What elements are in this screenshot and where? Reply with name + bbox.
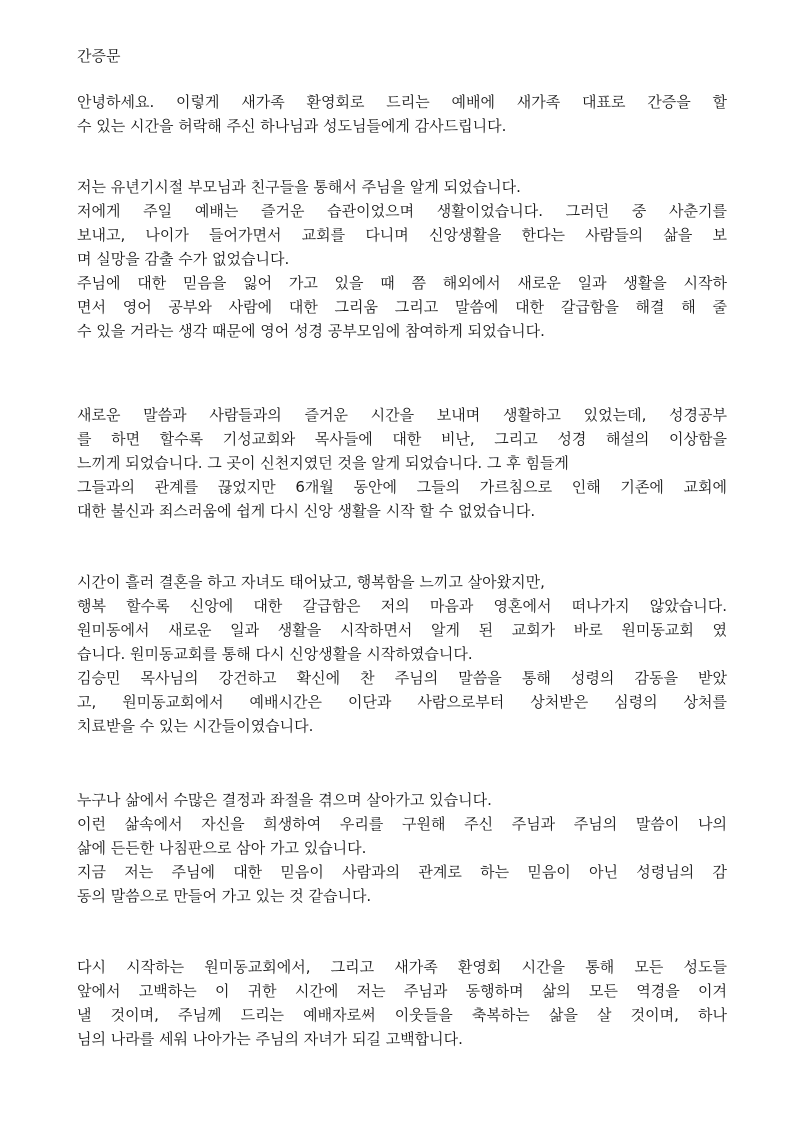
text-line: 수 있을 거라는 생각 때문에 영어 성경 공부모임에 참여하게 되었습니다. bbox=[77, 322, 545, 340]
paragraph-new-church bbox=[77, 570, 727, 738]
text-line: 다시 시작하는 원미동교회에서, 그리고 새가족 환영회 시간을 통해 모든 성도들 bbox=[77, 958, 727, 976]
text-line: 저에게 주일 예배는 즐거운 습관이었으며 생활이었습니다. 그러던 중 사춘기를 bbox=[77, 202, 727, 220]
paragraph-confession bbox=[77, 955, 727, 1051]
text-line: 그들과의 관계를 끊었지만 6개월 동안에 그들의 가르침으로 인해 기존에 교회에 bbox=[77, 478, 727, 496]
text-line: 낼 것이며, 주님께 드리는 예배자로써 이웃들을 축복하는 삶을 살 것이며, 하나 bbox=[77, 1006, 727, 1024]
text-line: 면서 영어 공부와 사람에 대한 그리움 그리고 말씀에 대한 갈급함을 해결 해 줄 bbox=[77, 298, 727, 316]
text-line: 삶에 든든한 나침판으로 삼아 가고 있습니다. bbox=[77, 839, 367, 857]
text-line: 안녕하세요. 이렇게 새가족 환영회로 드리는 예배에 새가족 대표로 간증을 할 bbox=[77, 93, 727, 111]
text-line: 원미동에서 새로운 일과 생활을 시작하면서 알게 된 교회가 바로 원미동교회 였 bbox=[77, 621, 727, 639]
text-line: 습니다. 원미동교회를 통해 다시 신앙생활을 시작하였습니다. bbox=[77, 645, 473, 663]
text-line: 보내고, 나이가 들어가면서 교회를 다니며 신앙생활을 한다는 사람들의 삶을 보 bbox=[77, 226, 727, 244]
text-line: 수 있는 시간을 허락해 주신 하나님과 성도님들에게 감사드립니다. bbox=[77, 117, 507, 135]
text-line: 대한 불신과 죄스러움에 쉽게 다시 신앙 생활을 시작 할 수 없었습니다. bbox=[77, 502, 536, 520]
text-line: 를 하면 할수록 기성교회와 목사들에 대한 비난, 그리고 성경 해설의 이상함을 bbox=[77, 430, 727, 448]
text-line: 고, 원미동교회에서 예배시간은 이단과 사람으로부터 상처받은 심령의 상처를 bbox=[77, 693, 727, 711]
text-line: 행복 할수록 신앙에 대한 갈급함은 저의 마음과 영혼에서 떠나가지 않았습니다. bbox=[77, 597, 727, 615]
paragraph-reflection bbox=[77, 788, 727, 908]
paragraph-greeting bbox=[77, 90, 727, 138]
text-line: 시간이 흘러 결혼을 하고 자녀도 태어났고, 행복함을 느끼고 살아왔지만, bbox=[77, 573, 545, 591]
document-title: 간증문 bbox=[77, 47, 121, 65]
text-line: 님의 나라를 세워 나아가는 주님의 자녀가 되길 고백합니다. bbox=[77, 1030, 463, 1048]
text-line: 느끼게 되었습니다. 그 곳이 신천지였던 것을 알게 되었습니다. 그 후 힘들게 bbox=[77, 454, 569, 472]
text-line: 김승민 목사님의 강건하고 확신에 찬 주님의 말씀을 통해 성령의 감동을 받았 bbox=[77, 669, 727, 687]
text-line: 저는 유년기시절 부모님과 친구들을 통해서 주님을 알게 되었습니다. bbox=[77, 178, 521, 196]
paragraph-childhood bbox=[77, 175, 727, 343]
text-line: 주님에 대한 믿음을 잃어 가고 있을 때 쯤 해외에서 새로운 일과 생활을 시작하 bbox=[77, 274, 727, 292]
text-line: 며 실망을 감출 수가 없었습니다. bbox=[77, 250, 290, 268]
paragraph-cult-experience bbox=[77, 403, 727, 523]
text-line: 앞에서 고백하는 이 귀한 시간에 저는 주님과 동행하며 삶의 모든 역경을 이겨 bbox=[77, 982, 727, 1000]
text-line: 지금 저는 주님에 대한 믿음이 사람과의 관계로 하는 믿음이 아닌 성령님의 감 bbox=[77, 863, 727, 881]
text-line: 누구나 삶에서 수많은 결정과 좌절을 겪으며 살아가고 있습니다. bbox=[77, 791, 492, 809]
text-line: 이런 삶속에서 자신을 희생하여 우리를 구원해 주신 주님과 주님의 말씀이 나의 bbox=[77, 815, 727, 833]
text-line: 동의 말씀으로 만들어 가고 있는 것 같습니다. bbox=[77, 887, 372, 905]
text-line: 치료받을 수 있는 시간들이였습니다. bbox=[77, 717, 314, 735]
text-line: 새로운 말씀과 사람들과의 즐거운 시간을 보내며 생활하고 있었는데, 성경공부 bbox=[77, 406, 727, 424]
